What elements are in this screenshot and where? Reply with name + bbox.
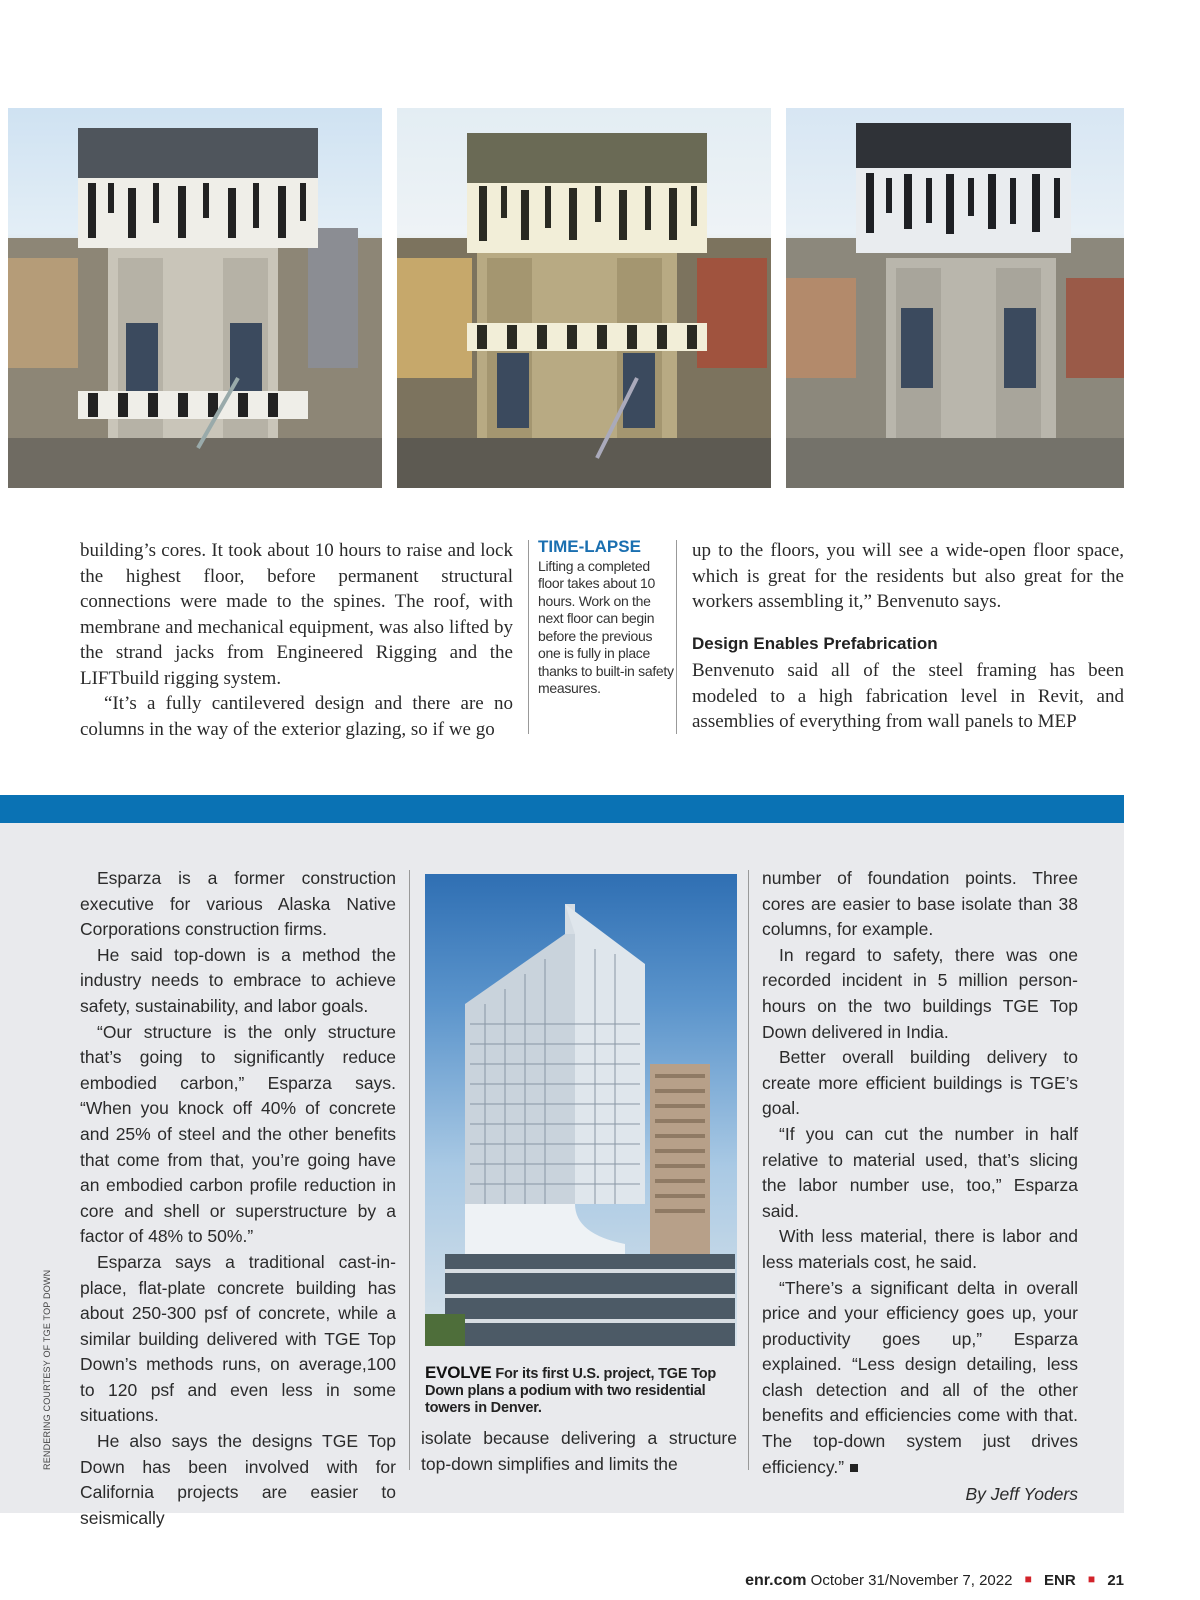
sidebar-column-3 (762, 866, 1078, 1508)
timelapse-photo-2 (397, 108, 771, 488)
column-divider (748, 870, 749, 1470)
column-divider (409, 870, 410, 1470)
byline: By Jeff Yoders (965, 1484, 1078, 1505)
sidebar-paragraph: With less material, there is labor and less materials cost, he said. (762, 1226, 1078, 1272)
article-paragraph: up to the floors, you will see a wide-open floor space, which is great for the residents but also great for the workers assembling it,” Benvenuto says. (692, 540, 1124, 612)
tower-rendering (425, 874, 737, 1346)
sidebar-paragraph: Esparza is a former construction executive for various Alaska Native Corporations construction firms. (80, 868, 396, 940)
sidebar-column-1 (80, 866, 396, 1531)
caption-kicker: EVOLVE (425, 1363, 492, 1382)
caption-text: For its first U.S. project, TGE Top Down plans a podium with two residential towers in Denver. (425, 1366, 717, 1416)
evolve-caption (425, 1364, 737, 1417)
sidebar-paragraph: “Our structure is the only structure that’s going to significantly reduce embodied carbon,” Esparza says. “When you knock off 40% of concrete and 25% of steel and the other benefits that come from that, you’re going have an embodied carbon profile reduction in core and shell or superstructure by a factor of 48% to 50%.” (80, 1021, 396, 1247)
separator-square-icon: ■ (1024, 1572, 1032, 1586)
separator-square-icon: ■ (1087, 1572, 1096, 1586)
sidebar-accent-bar (0, 795, 1124, 823)
caption-kicker: TIME-LAPSE (538, 537, 641, 556)
page-footer (745, 1572, 1124, 1590)
sidebar-paragraph-final (762, 1276, 1078, 1481)
timelapse-caption (538, 538, 678, 698)
article-paragraph: building’s cores. It took about 10 hours to raise and lock the highest floor, before permanent structural connections were made to the spines. The roof, with membrane and mechanical equipment, was also lifted by the strand jacks from Engineered Rigging and the LIFTbuild rigging system. (80, 540, 513, 689)
article-paragraph: Benvenuto said all of the steel framing has been modeled to a high fabrication level in Revit, and assemblies of everything from wall panels to MEP (692, 660, 1124, 732)
article-subhead: Design Enables Prefabrication (692, 633, 938, 653)
timelapse-photo-1 (8, 108, 382, 488)
sidebar-column-2 (421, 1426, 737, 1477)
article-paragraph: “It’s a fully cantilevered design and there are no columns in the way of the exterior glazing, so if we go (80, 693, 513, 740)
sidebar-paragraph: number of foundation points. Three cores are easier to base isolate than 38 columns, for example. (762, 868, 1078, 940)
column-divider (676, 540, 677, 734)
sidebar-paragraph: isolate because delivering a structure top-down simplifies and limits the (421, 1428, 737, 1474)
image-credit: RENDERING COURTESY OF TGE TOP DOWN (42, 1269, 52, 1470)
sidebar-paragraph: Better overall building delivery to create more efficient buildings is TGE’s goal. (762, 1047, 1078, 1119)
article-column-3 (692, 538, 1124, 735)
sidebar-paragraph-text: “There’s a significant delta in overall price and your efficiency goes up, your productivity goes up,” Esparza explained. “Less design detailing, less clash detection and all of the other benefits and efficiencies come with that. The top-down system just drives efficiency.” (762, 1277, 1078, 1477)
footer-brand: ENR (1044, 1572, 1076, 1589)
sidebar-paragraph: Esparza says a traditional cast-in-place, flat-plate concrete building has about 250-300 psf of concrete, while a similar building delivered with TGE Top Down’s methods runs, on average,100 to 120 psf and even less in some situations. (80, 1251, 396, 1426)
sidebar-paragraph: In regard to safety, there was one recorded incident in 5 million person-hours on the two buildings TGE Top Down delivered in India. (762, 944, 1078, 1042)
footer-site: enr.com (745, 1572, 807, 1589)
article-column-1 (80, 538, 513, 742)
footer-date: October 31/November 7, 2022 (810, 1572, 1013, 1589)
caption-text: Lifting a completed floor takes about 10 hours. Work on the next floor can begin before the previous one is fully in place thanks to built-in safety measures. (538, 557, 674, 696)
sidebar-paragraph: He said top-down is a method the industry needs to embrace to achieve safety, sustainability, and labor goals. (80, 944, 396, 1016)
sidebar-paragraph: “If you can cut the number in half relative to material used, that’s slicing the labor number use, too,” Esparza said. (762, 1123, 1078, 1221)
timelapse-photo-3 (786, 108, 1124, 488)
end-mark-icon (850, 1464, 858, 1472)
sidebar-paragraph: He also says the designs TGE Top Down has been involved with for California projects are easier to seismically (80, 1431, 396, 1528)
column-divider (528, 540, 529, 734)
page-number: 21 (1107, 1572, 1124, 1589)
